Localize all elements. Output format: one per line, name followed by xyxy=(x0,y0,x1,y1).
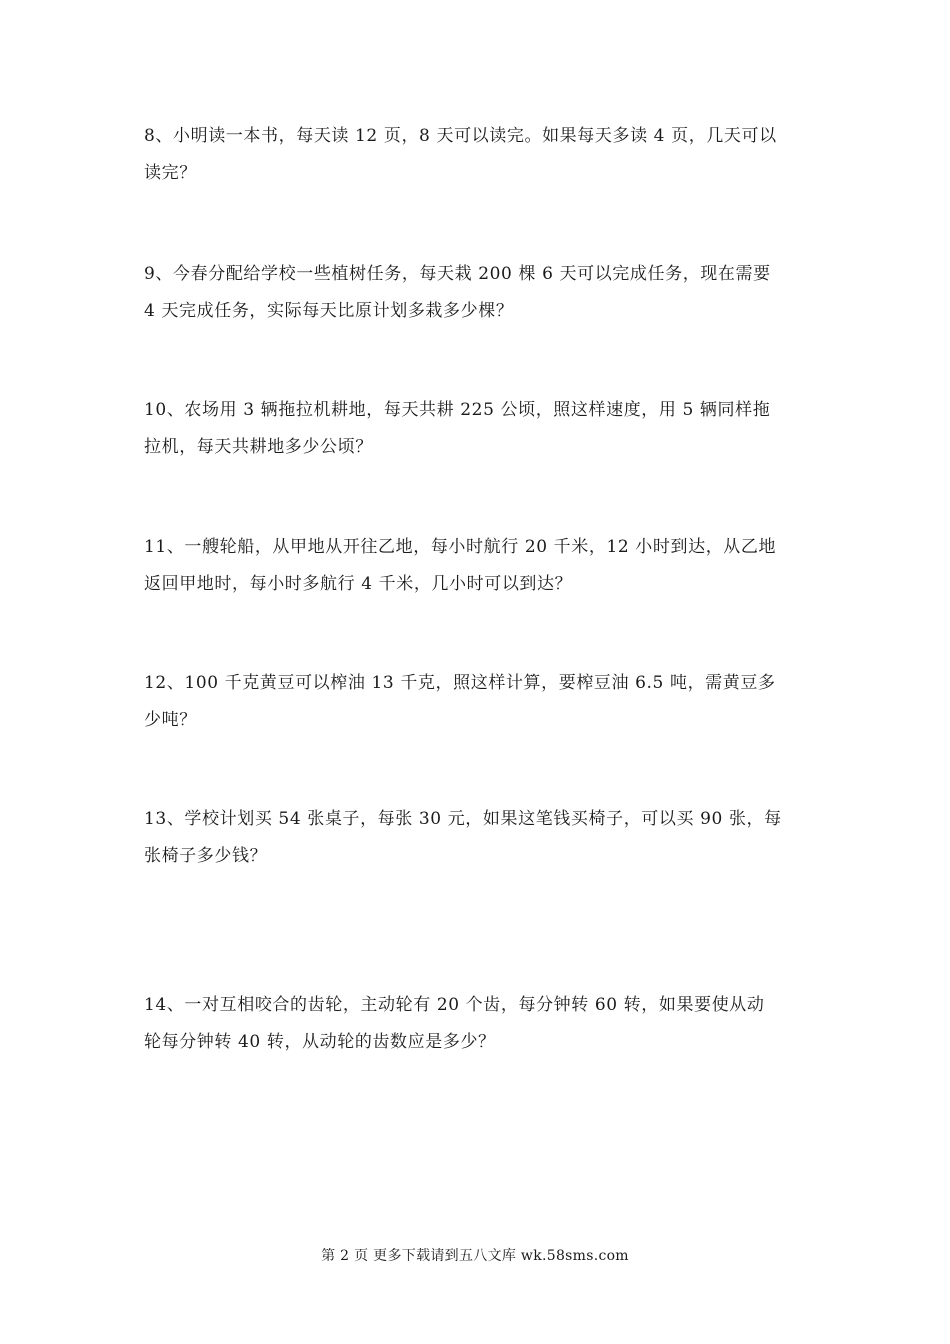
problem-10-line-1: 10、农场用 3 辆拖拉机耕地，每天共耕 225 公顷，照这样速度，用 5 辆同样拖 xyxy=(144,400,771,420)
problem-8-line-2: 读完？ xyxy=(144,163,197,183)
problem-9 xyxy=(144,256,814,330)
problem-8-line-1: 8、小明读一本书，每天读 12 页，8 天可以读完。如果每天多读 4 页，几天可以 xyxy=(144,126,777,146)
problem-12-line-1: 12、100 千克黄豆可以榨油 13 千克，照这样计算，要榨豆油 6.5 吨，需黄豆多 xyxy=(144,673,776,693)
problem-11 xyxy=(144,529,814,603)
problem-13 xyxy=(144,801,814,875)
problem-13-line-2: 张椅子多少钱？ xyxy=(144,846,268,866)
problem-9-line-2: 4 天完成任务，实际每天比原计划多栽多少棵？ xyxy=(144,301,514,321)
problem-9-line-1: 9、今春分配给学校一些植树任务，每天栽 200 棵 6 天可以完成任务，现在需要 xyxy=(144,264,771,284)
problem-14 xyxy=(144,987,814,1061)
problem-12-line-2: 少吨？ xyxy=(144,710,197,730)
problem-14-line-1: 14、一对互相咬合的齿轮，主动轮有 20 个齿，每分钟转 60 转，如果要使从动 xyxy=(144,995,765,1015)
problem-13-line-1: 13、学校计划买 54 张桌子，每张 30 元，如果这笔钱买椅子，可以买 90 张，每 xyxy=(144,809,782,829)
page-footer: 第 2 页 更多下载请到五八文库 wk.58sms.com xyxy=(321,1248,629,1264)
problem-10-line-2: 拉机，每天共耕地多少公顷？ xyxy=(144,437,373,457)
problem-8 xyxy=(144,118,814,192)
problem-12 xyxy=(144,665,814,739)
problem-10 xyxy=(144,392,814,466)
problem-14-line-2: 轮每分钟转 40 转，从动轮的齿数应是多少？ xyxy=(144,1032,496,1052)
problem-11-line-2: 返回甲地时，每小时多航行 4 千米，几小时可以到达？ xyxy=(144,574,573,594)
problem-11-line-1: 11、一艘轮船，从甲地从开往乙地，每小时航行 20 千米，12 小时到达，从乙地 xyxy=(144,537,777,557)
